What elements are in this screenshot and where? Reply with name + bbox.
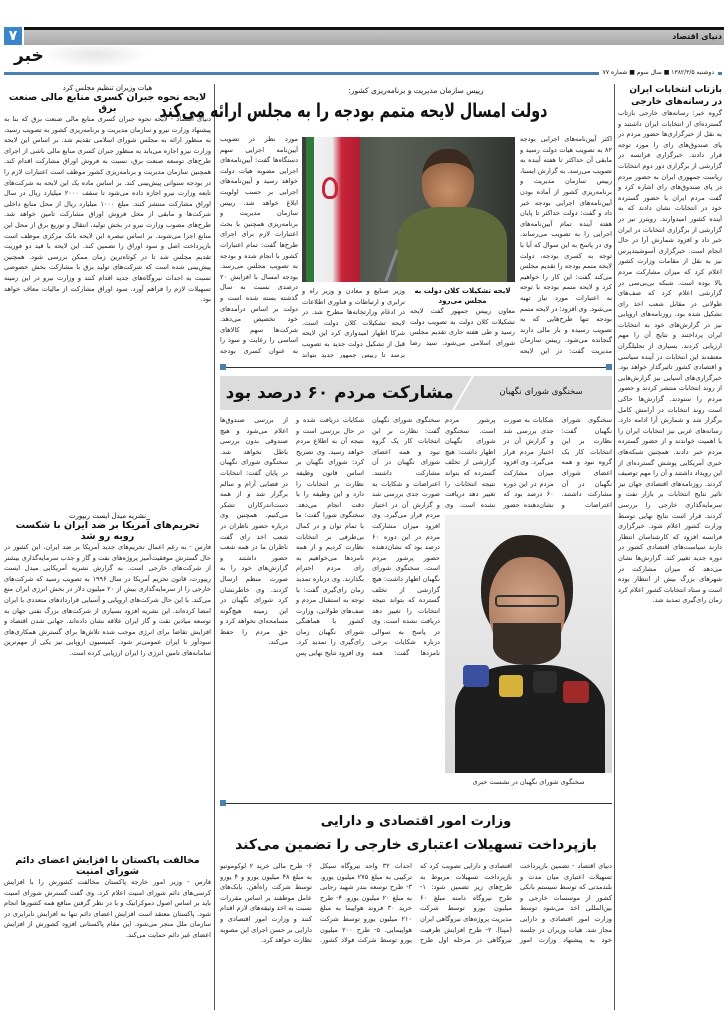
lead-headline [159, 98, 612, 124]
second-kicker [474, 386, 608, 398]
lead-body-left: مورد نظر در تصویب آیین‌نامه اجرایی سهم دستگاه‌ها گفت: آیین‌نامه‌های اجرایی مصوبه هیات دولت خواهد رسید و آیین‌نامه‌های اجرایی بر حسب اولویت ابلاغ خواهد شد. رییس سازمان مدیریت و برنامه‌ریزی همچنین با بحث اعتبارات لازم برای اجرای طرح‌ها گفت: تمام اعتبارات کشور با انجام شده و بودجه به تصویب مجلس می‌رسد. بودجه امسال با افزایش ۲۰ درصدی نسبت به سال گذشته بسته شده است و دولت بر اساس درآمدهای خود تخصیص می‌دهد. شرکت‌ها سهم کالاهای اساسی را رعایت و سود را به عنوان کسری بودجه [220, 135, 298, 355]
article-body: گروه خبر: رسانه‌های خارجی بازتاب گسترده‌ای از انتخابات ایران داشتند و به نقل از خبرگزاری‌ها حضور مردم در پای صندوق‌های رای را مورد توجه قرار دادند. خبرگزاری فرانسه در گزارشی از برگزاری دور دوم انتخابات ریاست جمهوری ایران به حضور مردم در پای صندوق‌های رای اشاره کرد و گفت مردم ایران با حضور گسترده خود در انتخابات نشان دادند که به آینده کشور امیدوارند. رویترز نیز در گزارشی از برگزاری انتخابات در ایران خبر داد و افزود شمارش آرا در حال انجام است. خبرگزاری آسوشیتدپرس نیز به نقل از مقامات وزارت کشور اعلام کرد که میزان مشارکت مردم بالا بوده است. شبکه بی‌بی‌سی در گزارشی اعلام کرد که صف‌های طولانی در مقابل شعب اخذ رای تشکیل شده بود. روزنامه‌های اروپایی نیز در گزارش‌های خود به انتخابات ایران پرداختند و نتایج آن را مهم ارزیابی کردند. بسیاری از تحلیلگران معتقدند این انتخابات در آینده سیاسی و اقتصادی کشور تاثیرگذار خواهد بود. خبرگزاری‌های آسیایی نیز گزارش‌هایی از روند انتخابات منتشر کردند و حضور مردم را ستودند. گزارش‌ها حاکی است روند انتخابات در آرامش کامل برگزار شد و شمارش آرا ادامه دارد. رسانه‌های عربی نیز انتخابات ایران را با اهمیت خواندند و از حضور گسترده مردم خبر دادند. همچنین شبکه‌های خبری آمریکایی پوشش گسترده‌ای از این رویداد داشتند و آن را مهم توصیف کردند. روزنامه‌های اقتصادی جهان نیز تاثیر نتایج انتخابات بر بازار نفت و سرمایه‌گذاری خارجی را بررسی کردند. قرار است نتایج نهایی توسط وزارت کشور اعلام شود. خبرگزاری فرانسه افزود که کارشناسان انتظار دارند سیاست‌های اقتصادی کشور در دوره جدید تغییر کند. گزارش‌ها نشان می‌دهد که میزان مشارکت در شهرهای بزرگ بیش از انتظار بوده است و ستاد انتخابات کشور اعلام کرد زمان رای‌گیری تمدید شد. [618, 109, 722, 605]
third-kicker [220, 812, 612, 832]
rule-marker [606, 364, 612, 370]
lead-body-right: اکثر آیین‌نامه‌های اجرایی بودجه ۸۲ به تصویب هیات دولت رسید و مابقی آن حداکثر تا هفته آینده به تصویب می‌رسد. به گزارش ایسنا، رییس سازمان مدیریت و برنامه‌ریزی کشور از آماده بودن آیین‌نامه‌های اجرایی بودجه خبر داد و گفت: دولت حداکثر تا پایان هفته آینده تمام آیین‌نامه‌های اجرایی را به تصویب می‌رساند. وی در پاسخ به این سوال که آیا با توجه به کسری بودجه، دولت لایحه متمم بودجه را تقدیم مجلس می‌کند گفت: این کار را خواهیم کرد و لایحه متمم بودجه با توجه به اعتبارات مورد نیاز تهیه می‌شود. وی افزود: در لایحه متمم بودجه تنها طرح‌هایی که به تصویب رسیده و بار مالی دارند گنجانده می‌شود. رییس سازمان مدیریت گفت: در این لایحه [520, 135, 612, 355]
lead-body-mid: وزیر صنایع و معادن و وزیر راه و ترابری و ارتباطات و فناوری اطلاعات در ادغام وزارتخانه‌ها مطرح شد. در لایحه تشکیلات کلان دولت است. شرکا اظهار امیدواری کرد این لایحه قبل از تشکیل دولت جدید به تصویب برسد تا رییس جمهور جدید بتواند [302, 287, 405, 358]
world-map-decoration [40, 46, 150, 68]
rule-marker [220, 800, 226, 806]
microphone-icon [563, 681, 589, 703]
person-head [422, 149, 474, 213]
beard [493, 623, 561, 665]
third-kicker-text: وزارت امور اقتصادی و دارایی [320, 814, 512, 829]
microphone-icon [533, 671, 557, 693]
right-column-article [618, 84, 722, 1010]
article-title: تحریم‌های آمریکا بر ضد ایران با شکست روبه رو شد [15, 520, 200, 542]
second-body-left: سخنگوی شورای نگهبان گفت: نظارت بر این انتخابات کار یک گروه نبود و همه اعضای شورای نگهبان در آن مشارکت داشتند. اعتراضات و شکایات به صورت جدی بررسی شد و گزارش آن در اختیار مردم قرار می‌گیرد. وی افزود میزان مشارکت مردم در این دوره ۶۰ درصد بود که نشان‌دهنده حضور پرشور مردم است. سخنگوی شورای نگهبان اظهار داشت: هیچ گزارشی از تخلف گسترده که بتواند نتیجه انتخابات را تغییر دهد دریافت نشده است. وی در پاسخ به سوالی درباره شکایات برخی نامزدها گفت: همه شکایات دریافت شده و در حال بررسی است و نتیجه آن به اطلاع مردم خواهد رسید. وی تصریح کرد: شورای نگهبان بر اساس قانون وظیفه نظارت بر انتخابات را دارد و این وظیفه را با دقت انجام می‌دهد. سخنگوی شورا گفت: ما با تمام توان و در کمال بی‌طرفی بر انتخابات نظارت کردیم و از همه نامزدها می‌خواهیم به رای مردم احترام بگذارند. وی درباره تمدید زمان رای‌گیری گفت: با توجه به استقبال مردم و صف‌های طولانی، وزارت کشور با هماهنگی شورای نگهبان زمان رای‌گیری را تمدید کرد. وی افزود نتایج نهایی پس از بررسی صندوق‌ها اعلام می‌شود و هیچ صندوقی بدون بررسی باطل نخواهد شد. سخنگوی شورای نگهبان در پایان گفت: انتخابات در فضایی آرام و سالم برگزار شد و از همه دست‌اندرکاران تشکر می‌کنیم. همچنین وی درباره حضور ناظران در شعب اخذ رای گفت ناظران ما در همه شعب حضور داشتند و گزارش‌های خود را به صورت منظم ارسال کردند. وی خاطرنشان کرد شورای نگهبان در این زمینه هیچ‌گونه مسامحه‌ای نخواهد کرد و حق مردم را حفظ می‌کند. [220, 416, 440, 658]
third-headline [220, 834, 612, 856]
article-body: دنیای اقتصاد - لایحه نحوه جبران کسری منابع مالی صنعت برق که بنا به پیشنهاد وزارت نیرو و سازمان مدیریت و برنامه‌ریزی کشور به تصویب رسید، به منظور ارائه به مجلس شورای اسلامی تقدیم شد. بر اساس این لایحه وزارت نیرو اجازه می‌یابد به منظور جبران کسری منابع مالی ناشی از اجرای طرح‌های توسعه صنعت برق، نسبت به فروش اوراق مشارکت اقدام کند. همچنین سازمان مدیریت و برنامه‌ریزی کشور موظف است اعتبارات لازم را در بودجه سنواتی پیش‌بینی کند. بر اساس ماده یک این لایحه به شرکت‌های تابعه وزارت نیرو اجازه داده می‌شود تا سقف ۲۰۰۰ میلیارد ریال در سال اوراق مشارکت منتشر کنند. مبلغ ۱۰۰۰ میلیارد ریال از محل منابع داخلی شرکت‌ها و مابقی از محل فروش اوراق مشارکت تامین خواهد شد. طرح‌های مصوب وزارت نیرو در بخش تولید، انتقال و توزیع برق از محل این منابع اجرا می‌شوند. بر اساس تبصره این لایحه بانک مرکزی موظف است بازپرداخت اصل و سود اوراق را تضمین کند. این لایحه با قید دو فوریت تقدیم مجلس شد تا در کوتاه‌ترین زمان ممکن بررسی شود. همچنین پیش‌بینی شده است که شرکت‌های تولید برق با مشارکت بخش خصوصی نسبت به احداث نیروگاه‌های جدید اقدام کنند و وزارت نیرو در این زمینه تسهیلات لازم را فراهم آورد. سود اوراق مشارکت از مالیات معاف خواهد بود. [4, 115, 211, 304]
second-body-top-right: سخنگوی شورای نگهبان گفت: نظارت بر این انتخابات کار یک گروه نبود و همه اعضای شورای نگهبان در آن مشارکت داشتند. اعتراضات و شکایات به صورت جدی بررسی شد و گزارش آن در اختیار مردم قرار می‌گیرد. وی افزود میزان مشارکت مردم در این دوره ۶۰ درصد بود که نشان‌دهنده حضور پرشور مردم است. سخنگوی شورای نگهبان اظهار داشت: هیچ گزارشی از تخلف گسترده که بتواند نتیجه انتخابات را تغییر دهد دریافت نشده است. وی [445, 416, 612, 509]
third-headline-text: بازپرداخت تسهیلات اعتباری خارجی را تضمین می‌کند [235, 837, 597, 853]
third-body: دنیای اقتصاد - تضمین بازپرداخت تسهیلات اعتباری میان مدت و بلندمدتی که توسط سیستم بانکی کشور از موسسات خارجی و بین‌المللی اخذ می‌شود توسط وزارت امور اقتصادی و دارایی مجاز شد. هیات وزیران در جلسه خود به پیشنهاد وزارت امور اقتصادی و دارایی تصویب کرد که بازپرداخت تسهیلات مربوط به طرح‌های زیر تضمین شود: ۱- طرح نیروگاه دامنه مبلغ ۶۰ میلیون یورو توسط شرکت مدیریت پروژه‌های نیروگاهی ایران (مپنا). ۲- طرح افزایش ظرفیت نیروگاهی در مرحله اول طرح احداث ۳۲ واحد نیروگاه سیکل ترکیبی به مبلغ ۲۷۵ میلیون یورو. ۳- طرح توسعه بندر شهید رجایی به مبلغ ۲۰ میلیون یورو. ۴- طرح خرید ۳۰ فروند هواپیما به مبلغ ۲۱۰ میلیون یورو توسط شرکت هواپیمایی. ۵- طرح ۲۰۰ میلیون یورو توسط شرکت فولاد کشور. ۶- طرح مالی خرید ۲ لوکوموتیو به مبلغ ۴۸ میلیون یورو و ۴ یورو توسط شرکت راه‌آهن. بانک‌های عامل موظفند بر اساس مقررات نسبت به اخذ وثیقه‌های لازم اقدام کنند و وزارت امور اقتصادی و دارایی بر حسن اجرای این مصوبه نظارت خواهد کرد. [220, 862, 612, 945]
article-body: فارس - وزیر امور خارجه پاکستان مخالفت کشورش را با افزایش کرسی‌های دائم شورای امنیت اعلام کرد. وی گفت گسترش شورای امنیت باید بر اساس اصول دموکراتیک و با در نظر گرفتن منافع همه کشورها انجام شود. پاکستان معتقد است افزایش اعضای دائم تنها به افزایش نابرابری در سازمان ملل منجر می‌شود. این مقام پاکستانی افزود کشورش از افزایش اعضای غیر دائم حمایت می‌کند. [4, 878, 211, 939]
flag-emblem [322, 177, 338, 199]
rule-marker [220, 364, 226, 370]
second-photo-caption: سخنگوی شورای نگهبان در نشست خبری [472, 778, 585, 786]
second-photo [445, 515, 612, 773]
second-kicker-text: سخنگوی شورای نگهبان [499, 387, 583, 397]
caption-body: معاون رییس جمهور گفت لایحه تشکیلات کلان دولت به تصویب دولت رسید و طی هفته جاری تقدیم مجلس شورای اسلامی می‌شود. سید رضا [410, 307, 515, 347]
article-kicker: نشریه میدل ایست ریپورت [68, 512, 147, 520]
column-divider [214, 84, 215, 1010]
microphone-icon [499, 675, 523, 697]
article-title: مخالفت پاکستان با افزایش اعضای دائم شورای امنیت [15, 855, 200, 877]
second-headline [224, 381, 456, 405]
article-title: بازتاب انتخابات ایران در رسانه‌های خارجی [629, 85, 722, 107]
column-divider [614, 84, 615, 1010]
section-rule [220, 367, 612, 368]
flag-red [314, 137, 360, 282]
second-headline-text: مشارکت مردم ۶۰ درصد بود [225, 383, 454, 403]
article-kicker: هیات وزیران تنظیم مجلس کرد [62, 84, 153, 92]
page-number-badge: ۷ [4, 27, 22, 45]
glasses-icon [495, 595, 559, 607]
lead-headline-text: دولت امسال لایحه متمم بودجه را به مجلس ارائه می‌کند [159, 100, 548, 122]
lead-kicker: رییس سازمان مدیریت و برنامه‌ریزی کشور: [348, 86, 484, 95]
left-column [4, 84, 211, 1010]
microphone-icon [463, 665, 489, 687]
masthead-logo: دنیای اقتصاد [672, 32, 722, 41]
caption-title: لایحه تشکیلات کلان دولت به مجلس می‌رود [414, 287, 511, 305]
article-title: لایحه نحوه جبران کسری منابع مالی صنعت برق [8, 92, 207, 114]
article-body: فارس - به رغم اعمال تحریم‌های جدید آمریکا بر ضد ایران، این کشور در حال گسترش موفقیت‌آمیز پروژه‌های نفت و گاز و جذب سرمایه‌گذاری بیشتر از شرکت‌های خارجی است. به گزارش نشریه آمریکایی میدل ایست ریپورت، قانون تحریم آمریکا در سال ۱۹۹۶ به تصویب رسید که شرکت‌های خارجی را از سرمایه‌گذاری بیش از ۲۰ میلیون دلار در بخش انرژی ایران منع می‌کند. با این حال شرکت‌های اروپایی و آسیایی قراردادهای متعددی با ایران امضا کرده‌اند. این نشریه افزود بسیاری از شرکت‌های بزرگ نفتی جهان به توسعه میادین نفت و گاز ایران علاقه نشان داده‌اند. جهانی شدن اقتصاد و افزایش تقاضا برای انرژی موجب شده تلاش‌ها برای گسترش همکاری‌های سودآور با ایران عمومی‌تر شود. کمیسیون اروپایی نیز یکی از مهم‌ترین سامانه‌های تامین انرژی را ایران ارزیابی کرده است. [4, 543, 211, 657]
section-label: خبر [14, 46, 44, 66]
section-rule [220, 803, 612, 804]
lead-photo [302, 137, 515, 282]
header-gray-bar [24, 30, 724, 45]
dateline: دوشنبه ۱۳۸۲/۳/۵ ■ سال سوم ■ شماره ۷۷ [599, 68, 718, 78]
flag-icon [306, 137, 314, 282]
lead-photo-caption [410, 286, 515, 358]
person-body [397, 207, 507, 282]
